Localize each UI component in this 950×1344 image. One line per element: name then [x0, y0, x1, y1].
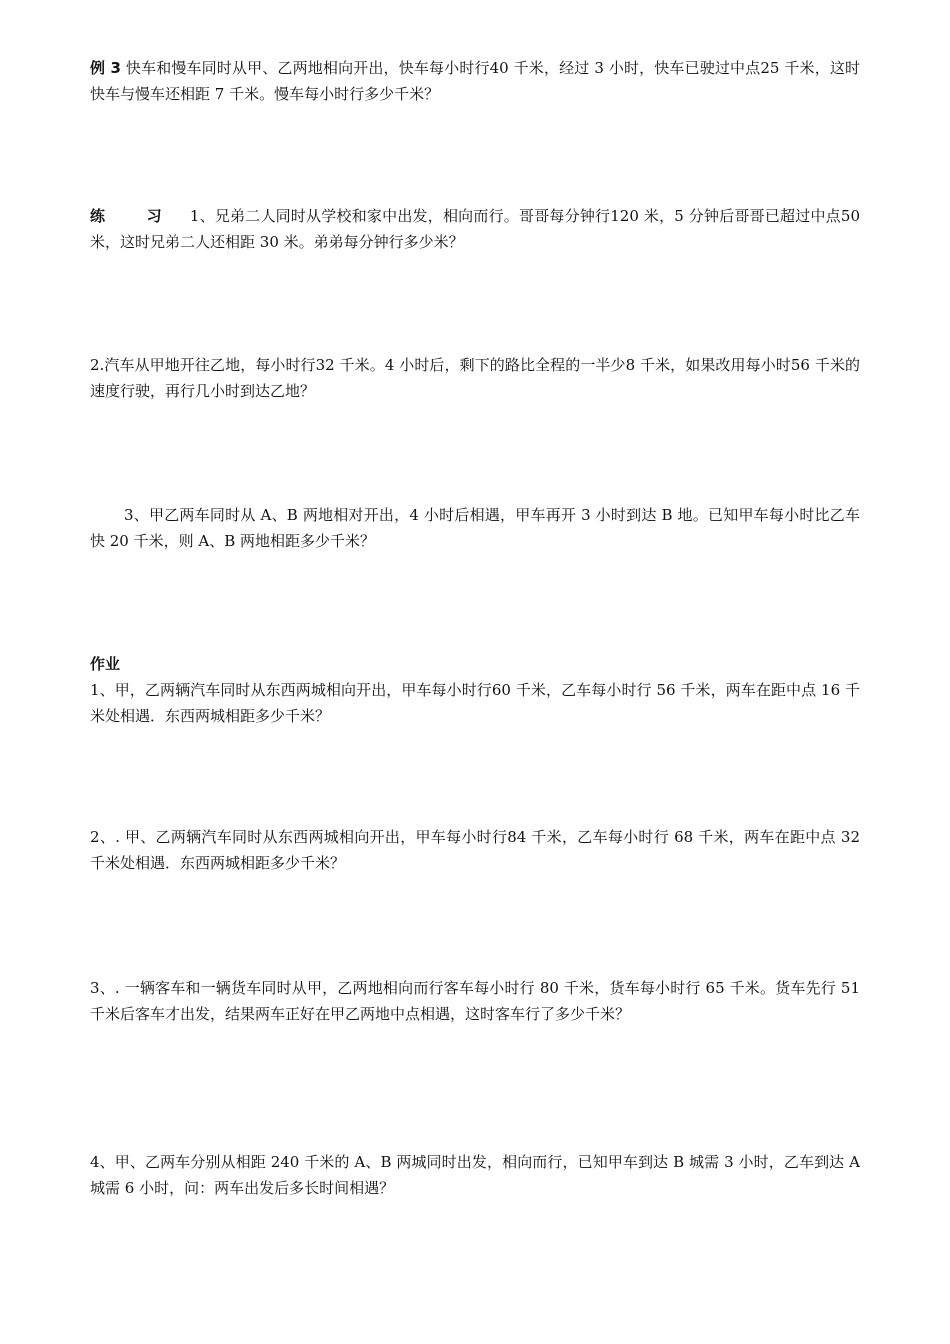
practice-problem-1: [90, 203, 860, 255]
example-3-label: 例 3: [90, 59, 121, 77]
example-3-problem: [90, 55, 860, 107]
example-3-text: 快车和慢车同时从甲、乙两地相向开出，快车每小时行40 千米，经过 3 小时，快车已驶过中点25 千米，这时快车与慢车还相距 7 千米。慢车每小时行多少千米？: [90, 59, 861, 103]
homework-problem-2-text: 2、. 甲、乙两辆汽车同时从东西两城相向开出，甲车每小时行84 千米，乙车每小时行 68 千米，两车在距中点 32 千米处相遇．东西两城相距多少千米？: [90, 828, 860, 872]
homework-problem-2: [90, 824, 860, 876]
homework-problem-4: [90, 1149, 860, 1201]
practice-problem-2-text: 2.汽车从甲地开往乙地，每小时行32 千米。4 小时后，剩下的路比全程的一半少8 千米，如果改用每小时56 千米的速度行驶，再行几小时到达乙地？: [90, 356, 860, 400]
practice-problem-2: [90, 352, 860, 404]
homework-problem-3: [90, 975, 860, 1027]
practice-problem-3: [90, 502, 860, 554]
practice-problem-1-text: 1、兄弟二人同时从学校和家中出发，相向而行。哥哥每分钟行120 米，5 分钟后哥哥已超过中点50 米，这时兄弟二人还相距 30 米。弟弟每分钟行多少米？: [90, 207, 860, 251]
homework-problem-3-text: 3、. 一辆客车和一辆货车同时从甲，乙两地相向而行客车每小时行 80 千米，货车每小时行 65 千米。货车先行 51 千米后客车才出发，结果两车正好在甲乙两地中点相遇，这时客车行了多少千米？: [90, 979, 860, 1023]
practice-problem-3-text: 3、甲乙两车同时从 A、B 两地相对开出，4 小时后相遇，甲车再开 3 小时到达 B 地。已知甲车每小时比乙车快 20 千米，则 A、B 两地相距多少千米？: [90, 506, 860, 550]
homework-problem-1: 1、甲，乙两辆汽车同时从东西两城相向开出，甲车每小时行60 千米，乙车每小时行 56 千米，两车在距中点 16 千米处相遇．东西两城相距多少千米？: [90, 681, 860, 725]
practice-label: 练 习: [90, 207, 180, 225]
homework-heading: 作业: [90, 655, 121, 673]
homework-problem-4-text: 4、甲、乙两车分别从相距 240 千米的 A、B 两城同时出发，相向而行，已知甲车到达 B 城需 3 小时，乙车到达 A 城需 6 小时，问：两车出发后多长时间相遇？: [90, 1153, 860, 1197]
homework-section: [90, 651, 860, 729]
